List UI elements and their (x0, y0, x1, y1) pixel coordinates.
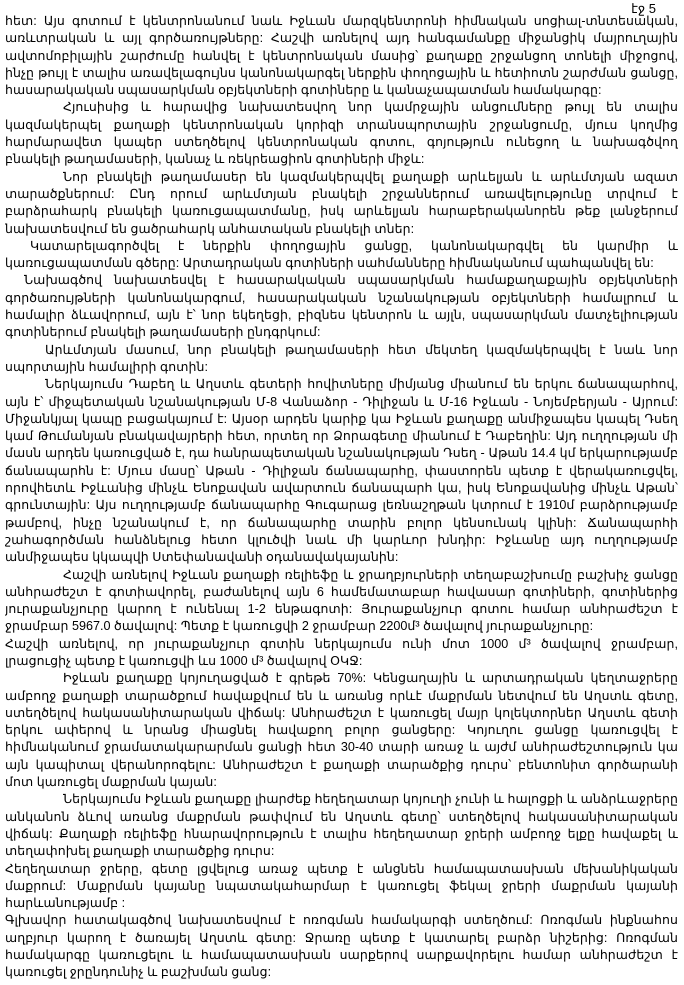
text-line: տարածքներում: Ընդ որում արևմտյան բնակելի շրջաններում առավելությունը տրվում է (5, 186, 678, 201)
text-line: շահագործման հանձնելուց հետո կլուծվի նաև մի կարևոր խնդիր: Իջևանը այդ ուղղությամբ (5, 532, 678, 547)
text-line: նախատեսվում են ցածրահարկ անհատական բնակելի տներ: (5, 221, 415, 236)
text-line: կառուցապատման գծերը: Արտադրական գոտիների սահմանները հիմնականում պահպանվել են: (5, 256, 654, 271)
text-line: որովհետև Իջևանից մինչև Ենոքավան ավարտուն ճանապարհ կա, իսկ Ենոքավանից մինչև Աթան՝ (5, 481, 678, 496)
text-line: սպորտային համալիրի գոտին: (5, 359, 208, 374)
text-line: մաքրում: Մաքրման կայանը նպատակահարմար է կառուցել ֆեկալ ջրերի մաքրման կայանի (5, 878, 678, 893)
text-line: Արևմտյան մասում, նոր բնակելի թաղամասերի հետ մեկտեղ կազմակերպվել է նաև նոր (45, 342, 678, 357)
text-line: համակարգը կառուցելու և համապատասխան սարքերով սարքավորելու համար անհրաժեշտ է (5, 948, 678, 963)
text-line: Կատարելագործվել է ներքին փողոցային ցանցը, կանոնակարգվել են կարմիր և (30, 238, 678, 253)
text-line: Հյուսիսից և հարավից նախատեսվող նոր կամրջային անցումները թույլ են տալիս (63, 100, 678, 115)
text-line: Նախագծով նախատեսվել է հասարակական սպասարկման համաքաղաքային օբյեկտների (24, 273, 678, 288)
text-line: համալիր ձևավորում, այն է՝ նոր եկեղեցի, բիզնես կենտրոն և այլն, սպասարկման մատչելիության (5, 308, 678, 323)
text-line: Հեղեղատար ջրերը, գետը լցվելուց առաջ պետք է անցնեն համապատասխան մեխանիկական (5, 861, 678, 876)
text-line: Ներկայումս Դաբեղ և Աղստև գետերի հովիտները միմյանց միանում են երկու ճանապարհով, (45, 377, 678, 392)
text-line: բարձրահարկ բնակելի կառուցապատմանը, իսկ արևելյան հարաբերականորեն թեք լանջերում (5, 204, 678, 219)
text-line: Ներկայումս Իջևան քաղաքը լիարժեք հեղեղատար կոյուղի չունի և հալոցքի և անձրևաջրերը (63, 792, 678, 807)
text-line: ինչը թույլ է տալիս առավելագույնս կանոնակարգել ներքին փողոցային և հետիոտն շարժման ցանցը, (5, 65, 678, 80)
text-line: Հաշվի առնելով, որ յուրաքանչյուր գոտին ներկայումս ունի մոտ 1000 մ³ ծավալով ջրամբար, (5, 636, 678, 651)
text-line: ամբողջ քաղաքի տարածքում հավաքվում են և առանց որևէ մաքրման նետվում են Աղստև գետը, (5, 688, 678, 703)
text-line: Հաշվի առնելով Իջևան քաղաքի ռելիեֆը և ջրաղբյուրների տեղաբաշխումը բաշխիչ ցանցը (63, 567, 678, 582)
text-line: երկու ափերով և նրանց միացնել հավաքող բոլոր ցանցերը: Կոյուղու ցանցը կառուցվել է (5, 723, 678, 738)
text-line: այն է՝ միջպետական նշանակության Մ-8 Վանաձոր - Դիլիջան և Մ-16 Իջևան - Նոյեմբերյան - Այրում: (5, 394, 678, 409)
page-number: էջ 5 (631, 1, 656, 16)
text-line: հիմնականում ջրամատակարարման ցանցի հետ 30-40 տարի առաջ և այժմ անհրաժեշտություն կա (5, 740, 678, 755)
text-line: հարևանությամբ : (5, 896, 126, 911)
text-line: աղբյուր կարող է ծառայել Աղստև գետը: Ջրառը պետք է կատարել բարձր նիշերից: Ոռոգման (5, 930, 678, 945)
text-line: ջրամբար 5967.0 ծավալով: Պետք է կառուցվի 2 ջրամբար 2200մ³ ծավալով յուրաքանչյուրը: (5, 619, 594, 634)
text-line: անհրաժեշտ է գոտիավորել, բաժանելով այն 6 համեմատաբար հավասար գոտիների, գոտիներից (5, 584, 678, 599)
text-line: Գլխավոր հատակագծով նախատեսվում է ոռոգման համակարգի ստեղծում: Ոռոգման ինքնահոս (5, 913, 678, 928)
text-line: յուրաքանչյուրը կարող է ունենալ 1-2 ենթագոտի: Յուրաքանչյուր գոտու համար անհրաժեշտ է (5, 602, 678, 617)
text-line: կառուցել ջրընդունիչ և բաշխման ցանց: (5, 965, 272, 980)
text-line: գործառույթների կանոնակարգում, հասարակական նշանակության օբյեկտների համալրում և (5, 290, 678, 305)
text-line: մասն արդեն կառուցված է, դա հանրապետական նշանակության Դսեղ - Աթան 14.4 կմ երկարությամբ (5, 446, 678, 461)
text-line: գոտիներում բնակելի թաղամասերի ընդգրկում: (5, 325, 321, 340)
text-line: տեղափոխել քաղաքի տարածքից դուրս: (5, 844, 275, 859)
text-line: անկանոն ձևով առանց մաքրման թափվում են Աղստև գետը՝ ստեղծելով հակասանիտարական (5, 809, 678, 824)
text-line: Նոր բնակելի թաղամասեր են կազմակերպվել քաղաքի արևելյան և արևմտյան ազատ (63, 169, 678, 184)
text-line: կազմակերպել քաղաքի կենտրոնական կորիզի տրանսպորտային շրջանցումը, մյուս կողմից (5, 117, 678, 132)
text-line: վիճակ: Քաղաքի ռելիեֆը հնարավորություն է տալիս հեղեղատար ջրերի ամբողջ ելքը հավաքել և (5, 826, 678, 841)
text-line: թամբով, ինչը նշանակում է, որ ճանապարհը տարին բոլոր կենսունակ կլինի: Ճանապարհի (5, 515, 678, 530)
text-line: մոտ կառուցել մաքրման կայան: (5, 775, 217, 790)
text-line: ստեղծելով հակասանիտարական վիճակ: Անհրաժեշտ է կառուցել մայր կոլեկտորներ Աղստև գետի (5, 705, 678, 720)
text-line: հասարակական սպասարկման օբյեկտների գոտիները և կանաչապատման համակարգը: (5, 83, 602, 98)
text-line: բնակելի թաղամասերի, կանաչ և ռեկրեացիոն գոտիների միջև: (5, 152, 425, 167)
text-line: առևտրական և այլ գործառույթները: Հաշվի առնելով այդ հանգամանքը միջանցիկ մայրուղային (5, 31, 678, 46)
text-line: այն կապիտալ վերանորոգելու: Անհրաժեշտ է քաղաքի տարածքից դուրս՝ բենտոնիտ գործարանի (5, 757, 678, 772)
document-body (5, 13, 678, 982)
text-line: լրացուցիչ պետք է կառուցվի ևս 1000 մ³ ծավալով ՕԿՋ: (5, 653, 363, 668)
text-line: Իջևան քաղաքը կոյուղացված է գրեթե 70%: Կենցաղային և արտադրական կեղտաջրերը (63, 671, 678, 686)
text-line: գրունտային: Այս ուղղությամբ ճանապարհը Գուգարաց լեռնաշղթան կտրում է 1910մ բարձրությամբ (5, 498, 678, 513)
text-line: հետ: Այս գոտում է կենտրոնանում նաև Իջևան մարզկենտրոնի հիմնական սոցիալ-տնտեսական, (5, 14, 678, 28)
text-line: հարմարավետ կապեր ստեղծելով կենտրոնական գոտու, գոյություն ունեցող և նախագծվող (5, 135, 678, 150)
text-line: Միջանկյալ կապը բացակայում է: Այսօր արդեն կարիք կա Իջևան քաղաքը անմիջապես կապել Դսեղ (5, 411, 678, 426)
text-line: անմիջապես կկապվի Ստեփանավանի օդանավակայանին: (5, 550, 399, 565)
text-line: կամ Թումանյան բնակավայրերի հետ, որտեղ որ Ձորագետը միանում է Դաբեղին: Այդ ուղղության մի (5, 429, 678, 444)
text-line: ավտոմոբիլային շարժումը հանվել է կենտրոնական մասից՝ քաղաքը շրջանցող տոնելի միջոցով, (5, 48, 678, 63)
text-line: ճանապարհն է: Մյուս մասը՝ Աթան - Դիլիջան ճանապարհը, փաստորեն պետք է վերակառուցվել, (5, 463, 678, 478)
